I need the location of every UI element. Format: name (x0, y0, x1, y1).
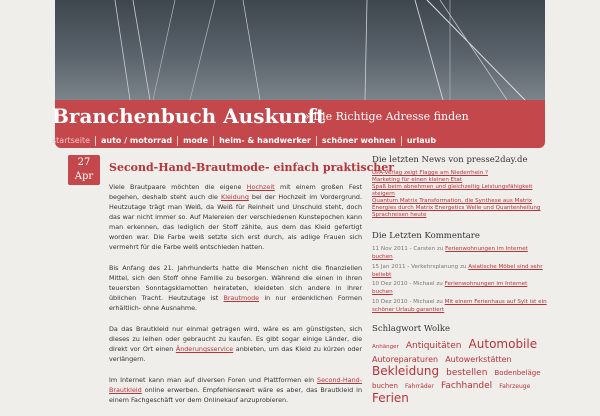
comment-link[interactable]: Asiatische Möbel sind sehr beliebt (372, 263, 543, 278)
nav-item-schoener-wohnen[interactable]: schöner wohnen (316, 136, 401, 146)
tag-link[interactable]: Anhänger (372, 344, 399, 351)
nav-item-heim-handwerker[interactable]: heim- & handwerker (213, 136, 316, 146)
inline-link[interactable]: Brautmode (223, 294, 260, 302)
comment-link[interactable]: Ferienwohnungen im Internet buchen (372, 281, 528, 296)
comments-list (372, 245, 548, 314)
comment-item (372, 245, 548, 262)
news-heading (372, 155, 548, 165)
comment-meta: 11 Nov 2011 - Carsten zu (372, 246, 446, 252)
post-paragraph: Bis Anfang des 21. Jahrhunderts hatte die Menschen nicht die finanziellen Mittel, sich den Stoff ohne Familie zu besorgen. Während die einen in ihren teuersten Sonntagsklamotten heirateten, kleideten sich andere in ihrer üblichen Tracht. Heutzutage ist Brautmode in nur erdenklichen Formen erhältlich- ohne Ausnahme. (109, 264, 362, 312)
comment-link[interactable]: Ferienwohnungen im Internet buchen (372, 246, 528, 261)
nav-item-urlaub[interactable]: urlaub (401, 136, 441, 146)
inline-link[interactable]: Hochzeit (246, 183, 275, 191)
comment-item (372, 298, 548, 315)
comment-item (372, 263, 548, 280)
tag-link[interactable]: Autoreparaturen (372, 355, 439, 365)
comment-meta: 15 Jan 2011 - Verkehrsplanung zu (372, 263, 469, 270)
comment-link[interactable]: Mit einem Ferienhaus auf Sylt ist ein schöner Urlaub garantiert (372, 298, 547, 314)
comment-meta: 10 Dez 2010 - Michael zu (372, 298, 445, 305)
news-item[interactable]: Quantum Matrix Transformation, die Synthese aus Matrix Energies durch Matrix Energetics Welle und Quantenheilung (372, 198, 541, 211)
post-date-badge (68, 155, 100, 185)
inline-link[interactable]: Second-Hand-Brautkleid (109, 376, 362, 394)
sidebar (372, 155, 548, 406)
tag-link[interactable]: Fahrräder (405, 383, 434, 391)
nav-item-startseite[interactable]: startseite (52, 136, 91, 145)
site-description: » Die Richtige Adresse finden (303, 110, 469, 123)
nav-item-mode[interactable]: mode (177, 136, 213, 146)
post-title[interactable]: Second-Hand-Brautmode- einfach praktischer (109, 161, 395, 174)
tag-link[interactable]: Fahrzeuge (499, 383, 531, 391)
post-paragraph: Da das Brautkleid nur einmal getragen wird, wäre es am günstigsten, sich dieses zu leihen oder gebraucht zu kaufen. Es gibt sogar einige Länder, die direkt vor Ort einen Änderungsservice anbieten, um das Kleid zu kürzen oder verlängern. (109, 325, 362, 363)
news-item[interactable]: Spaß beim abnehmen und gleichzeitig Leistungsfähigkeit steigern (372, 184, 533, 197)
site-title[interactable]: Branchenbuch Auskunft (52, 104, 326, 128)
comment-item (372, 280, 548, 297)
tag-link[interactable]: Bekleidung (372, 364, 440, 379)
tag-link[interactable]: bestellen (446, 368, 488, 379)
tag-link[interactable]: Antiquitäten (405, 341, 462, 352)
comment-meta: 10 Dez 2010 - Michael zu (372, 281, 445, 288)
post-paragraph: Viele Brautpaare möchten die eigene Hochzeit mit einem großen Fest begehen, deshalb steht auch die Kleidung bei der Hochzeit im Vordergrund. Heutzutage trägt man Weiß, da Weiß für Reinheit und Unschuld steht, doch das war nicht immer so. Auf Malereien der verschiedenen Kunstepochen kann man erkennen, das lediglich der Stoff zählte, aus dem das Kleid gefertigt worden war. Die Farbe weiß setzte sich erst durch, als adlige Frauen sich vermehrt für die Farbe weiß entschieden hatten. (109, 183, 363, 251)
tag-cloud (372, 337, 548, 406)
tag-link[interactable]: Autowerkstätten (445, 355, 512, 365)
inline-link[interactable]: Änderungsservice (175, 345, 234, 353)
nav-item-auto-motorrad[interactable]: auto / motorrad (95, 136, 177, 146)
news-item[interactable]: UPA-Verlag zeigt Flagge am Niederrhein ? (372, 170, 488, 176)
news-item[interactable]: Marketing für einen kleinen Etat (372, 177, 463, 183)
post-paragraph: Im Internet kann man auf diversen Foren und Plattformen ein Second-Hand-Brautkleid online erwerben. Empfehlenswert wäre es aber, das Brautkleid in einem Fachgeschäft vor dem Onlinekauf anzuprobieren. (109, 376, 362, 404)
tag-link[interactable]: Automobile (468, 337, 538, 352)
tag-link[interactable]: Fachhandel (440, 381, 493, 392)
main-nav (52, 134, 441, 148)
post-date-month: Apr (74, 171, 94, 182)
header-image (55, 0, 545, 100)
tag-link[interactable]: Ferien (372, 391, 409, 406)
tags-heading: Schlagwort Wolke (372, 324, 451, 335)
post-body (109, 182, 362, 416)
inline-link[interactable]: Kleidung (221, 193, 249, 201)
news-item[interactable]: Sprachreisen heute (372, 212, 427, 218)
news-list (372, 170, 548, 219)
tag-link[interactable]: Bodenbeläge (494, 369, 541, 378)
post-date-day: 27 (77, 157, 91, 168)
header-cables-graphic (55, 0, 545, 100)
news-heading-source: presse2day.de (466, 155, 528, 165)
news-heading-label: Die letzten News von (372, 155, 464, 165)
tag-link[interactable]: buchen (372, 382, 398, 391)
comments-heading: Die Letzten Kommentare (372, 231, 480, 241)
